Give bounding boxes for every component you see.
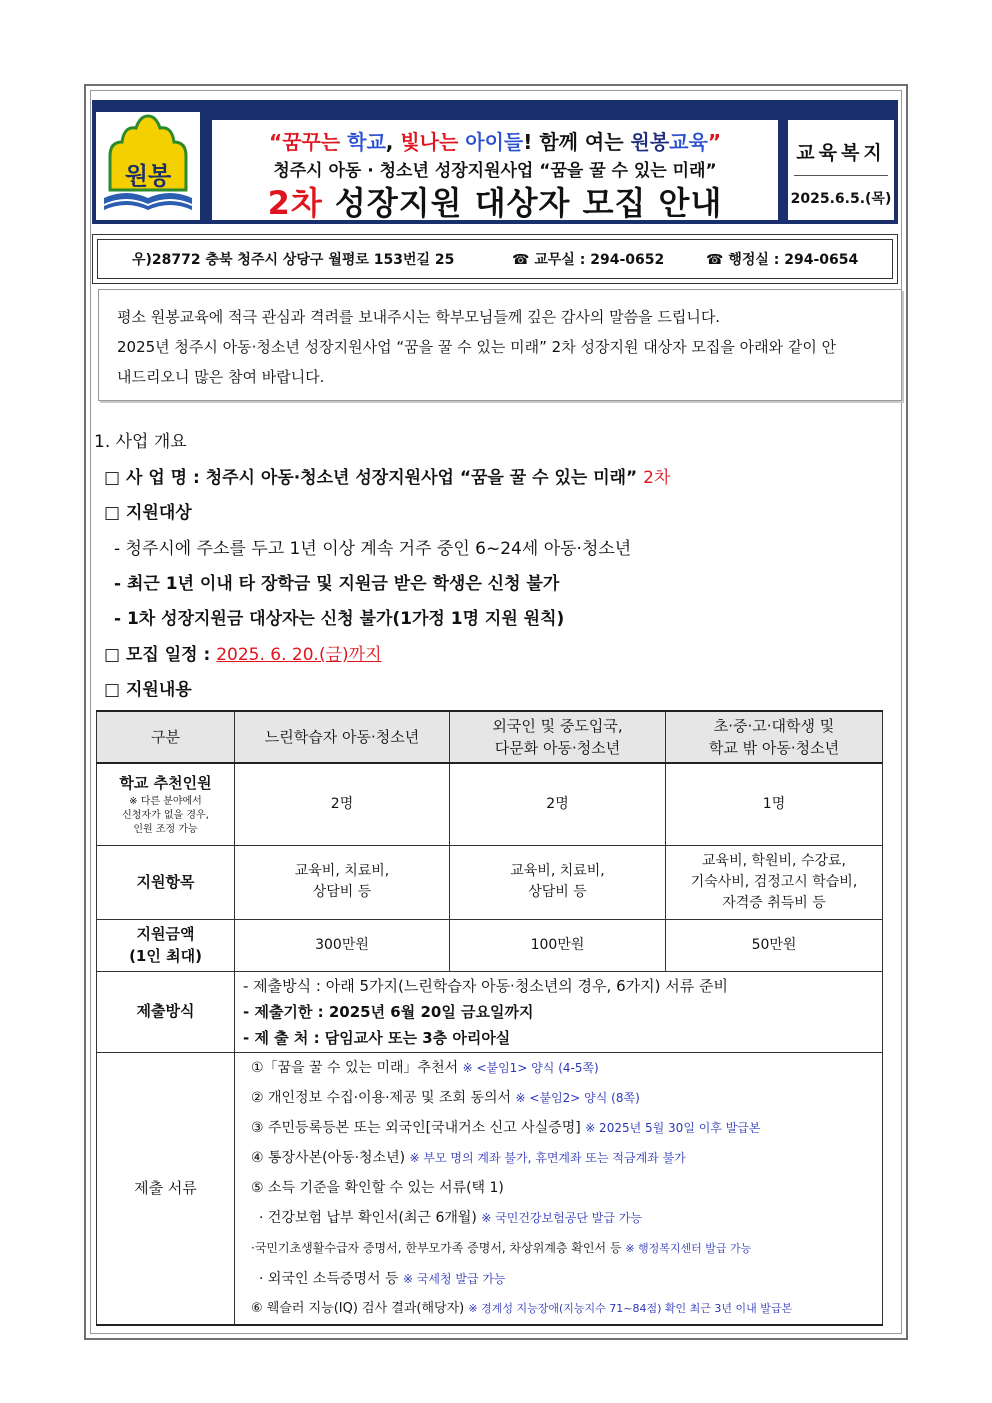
row-label-amount	[97, 919, 235, 971]
document-item-5-text: ⑤ 소득 기준을 확인할 수 있는 서류(택 1)	[251, 1179, 504, 1196]
document-item-1	[251, 1053, 882, 1083]
table-row-items	[97, 845, 883, 919]
department-divider	[794, 175, 888, 176]
title-box	[212, 120, 778, 220]
document-item-2	[251, 1083, 882, 1113]
target-item-3: - 1차 성장지원금 대상자는 신청 불가(1가정 1명 지원 원칙)	[114, 609, 565, 629]
main-title-round: 2차	[267, 184, 323, 222]
documents-content	[235, 1052, 883, 1325]
header-multicultural-line-2: 다문화 아동·청소년	[494, 739, 621, 757]
main-title	[212, 178, 778, 224]
amount-label-line-1: 지원금액	[136, 924, 195, 943]
recommend-label: 학교 추천인원	[119, 774, 212, 792]
target-label: □ 지원대상	[104, 503, 192, 523]
table-row-documents	[97, 1052, 883, 1325]
document-item-6-note: ※ 경계성 지능장애(지능지수 71~84점) 확인 최근 3년 이내 발급본	[468, 1301, 793, 1315]
header-students-line-2: 학교 밖 아동·청소년	[708, 739, 840, 757]
submit-method-content	[235, 971, 883, 1052]
row-label-submit-method: 제출방식	[97, 971, 235, 1052]
document-item-5b-note: ※ 행정복지센터 발급 가능	[625, 1241, 752, 1255]
document-item-5c-note: ※ 국세청 발급 가능	[402, 1271, 506, 1286]
slogan-word-4: 아이들	[465, 130, 524, 154]
slogan-word-5: ! 함께 여는	[523, 130, 631, 154]
slogan-quote-close: ”	[707, 130, 721, 154]
header-multicultural-line-1: 외국인 및 중도입국,	[492, 716, 623, 735]
header-students	[666, 711, 883, 763]
department-label: 교육복지	[796, 142, 886, 164]
recommend-value-2: 2명	[450, 763, 666, 845]
amount-value-1: 300만원	[235, 919, 450, 971]
support-table	[96, 710, 883, 1326]
items-col-3	[666, 845, 883, 919]
submit-method-line-3: - 제 출 처 : 담임교사 또는 3층 아리아실	[243, 1028, 511, 1047]
recommend-value-3: 1명	[666, 763, 883, 845]
document-item-5a-note: ※ 국민건강보험공단 발급 가능	[481, 1210, 642, 1225]
school-logo-icon	[96, 112, 200, 220]
items-col-2	[450, 845, 666, 919]
document-item-5c	[251, 1264, 882, 1294]
submit-method-line-1: - 제출방식 : 아래 5가지(느린학습자 아동·청소년의 경우, 6가지) 서류 준비	[243, 976, 728, 995]
document-item-2-text: ② 개인정보 수집·이용·제공 및 조회 동의서	[251, 1089, 516, 1106]
schedule	[104, 640, 382, 665]
target-item-1: - 청주시에 주소를 두고 1년 이상 계속 거주 중인 6~24세 아동·청소년	[114, 539, 632, 559]
slogan-quote-open: “	[269, 130, 283, 154]
table-header-row	[97, 711, 883, 763]
header-students-line-1: 초·중·고·대학생 및	[713, 716, 835, 735]
department-box	[788, 120, 894, 220]
items-col-3-line-1: 교육비, 학원비, 수강료,	[702, 852, 846, 869]
greeting-line-2: 2025년 청주시 아동·청소년 성장지원사업 “꿈을 꿀 수 있는 미래” 2차 성장지원 대상자 모집을 아래와 같이 안	[117, 338, 837, 356]
recommend-note-3: 인원 조정 가능	[133, 823, 198, 835]
document-item-4-note: ※ 부모 명의 계좌 불가, 휴면계좌 또는 적금계좌 불가	[409, 1150, 686, 1165]
greeting-box	[98, 289, 902, 401]
header-category: 구분	[97, 711, 235, 763]
content-label: □ 지원내용	[104, 680, 192, 700]
logo-text: 원봉	[124, 162, 172, 190]
schedule-date: 2025. 6. 20.(금)까지	[216, 645, 382, 665]
postal-address: 우)28772 충북 청주시 상당구 월평로 153번길 25	[132, 252, 455, 268]
document-item-4	[251, 1143, 882, 1173]
items-col-2-line-2: 상담비 등	[528, 884, 587, 900]
table-row-submit-method	[97, 971, 883, 1052]
amount-value-2: 100만원	[450, 919, 666, 971]
amount-value-3: 50만원	[666, 919, 883, 971]
document-item-4-text: ④ 통장사본(아동·청소년)	[251, 1149, 410, 1166]
document-item-5b-text: ·국민기초생활수급자 증명서, 한부모가족 증명서, 차상위계층 확인서 등	[251, 1240, 626, 1255]
header-multicultural	[450, 711, 666, 763]
target-item-2: - 최근 1년 이내 타 장학금 및 지원금 받은 학생은 신청 불가	[114, 574, 560, 594]
document-item-2-note: ※ <붙임2> 양식 (8쪽)	[515, 1090, 640, 1105]
document-item-3-text: ③ 주민등록등본 또는 외국인[국내거소 신고 사실증명]	[251, 1119, 586, 1136]
school-logo	[96, 112, 200, 220]
document-item-6-text: ⑥ 웩슬러 지능(IQ) 검사 결과(해당자)	[251, 1300, 469, 1316]
slogan-word-6: 원봉	[630, 130, 670, 154]
greeting-line-3: 내드리오니 많은 참여 바랍니다.	[117, 368, 325, 386]
project-round: 2차	[643, 468, 671, 488]
recommend-value-1: 2명	[235, 763, 450, 845]
slogan-comma: ,	[385, 130, 401, 154]
row-label-documents: 제출 서류	[97, 1052, 235, 1325]
submit-method-line-2: - 제출기한 : 2025년 6월 20일 금요일까지	[243, 1002, 534, 1021]
schedule-label: □ 모집 일정 :	[104, 645, 217, 665]
recommend-note-1: ※ 다른 분야에서	[129, 795, 202, 807]
row-label-recommend	[97, 763, 235, 845]
publish-date: 2025.6.5.(목)	[790, 191, 892, 207]
document-item-3-note: ※ 2025년 5월 30일 이후 발급본	[585, 1120, 761, 1135]
items-col-3-line-3: 자격증 취득비 등	[722, 894, 826, 911]
document-item-5a	[251, 1203, 882, 1233]
document-item-1-text: ①「꿈을 꿀 수 있는 미래」추천서	[251, 1059, 463, 1076]
document-item-5a-text: · 건강보험 납부 확인서(최근 6개월)	[259, 1209, 482, 1226]
office-phone: ☎ 교무실 : 294-0652	[512, 252, 665, 268]
items-col-1-line-2: 상담비 등	[312, 884, 372, 900]
slogan-word-1: 꿈꾸는	[282, 130, 341, 154]
items-col-1-line-1: 교육비, 치료비,	[294, 863, 390, 879]
section-heading: 1. 사업 개요	[94, 432, 187, 452]
admin-phone: ☎ 행정실 : 294-0654	[706, 252, 859, 268]
table-row-recommend	[97, 763, 883, 845]
header-slow-learner: 느린학습자 아동·청소년	[235, 711, 450, 763]
table-row-amount	[97, 919, 883, 971]
document-item-1-note: ※ <붙임1> 양식 (4-5쪽)	[462, 1060, 599, 1075]
document-item-3	[251, 1113, 882, 1143]
items-col-2-line-1: 교육비, 치료비,	[510, 863, 605, 879]
slogan-word-2: 학교	[347, 130, 386, 154]
slogan	[212, 126, 778, 155]
address-bar	[97, 239, 893, 279]
items-col-1	[235, 845, 450, 919]
document-item-5b	[251, 1233, 882, 1264]
project-name	[104, 463, 670, 488]
slogan-word-3: 빛나는	[400, 130, 459, 154]
main-title-text: 성장지원 대상자 모집 안내	[322, 184, 723, 222]
subtitle: 청주시 아동 · 청소년 성장지원사업 “꿈을 꿀 수 있는 미래”	[273, 161, 717, 181]
slogan-word-7: 교육	[669, 130, 708, 154]
document-item-6	[251, 1294, 882, 1324]
document-item-5	[251, 1173, 882, 1203]
items-col-3-line-2: 기숙사비, 검정고시 학습비,	[690, 873, 858, 890]
row-label-items: 지원항목	[97, 845, 235, 919]
recommend-note-2: 신청자가 없을 경우,	[122, 809, 209, 821]
project-name-label: □ 사 업 명 : 청주시 아동·청소년 성장지원사업 “꿈을 꿀 수 있는 미래”	[104, 468, 644, 488]
document-item-5c-text: · 외국인 소득증명서 등	[259, 1270, 403, 1287]
amount-label-line-2: (1인 최대)	[129, 947, 202, 965]
greeting-line-1: 평소 원봉교육에 적극 관심과 격려를 보내주시는 학부모님들께 깊은 감사의 말씀을 드립니다.	[117, 308, 721, 326]
